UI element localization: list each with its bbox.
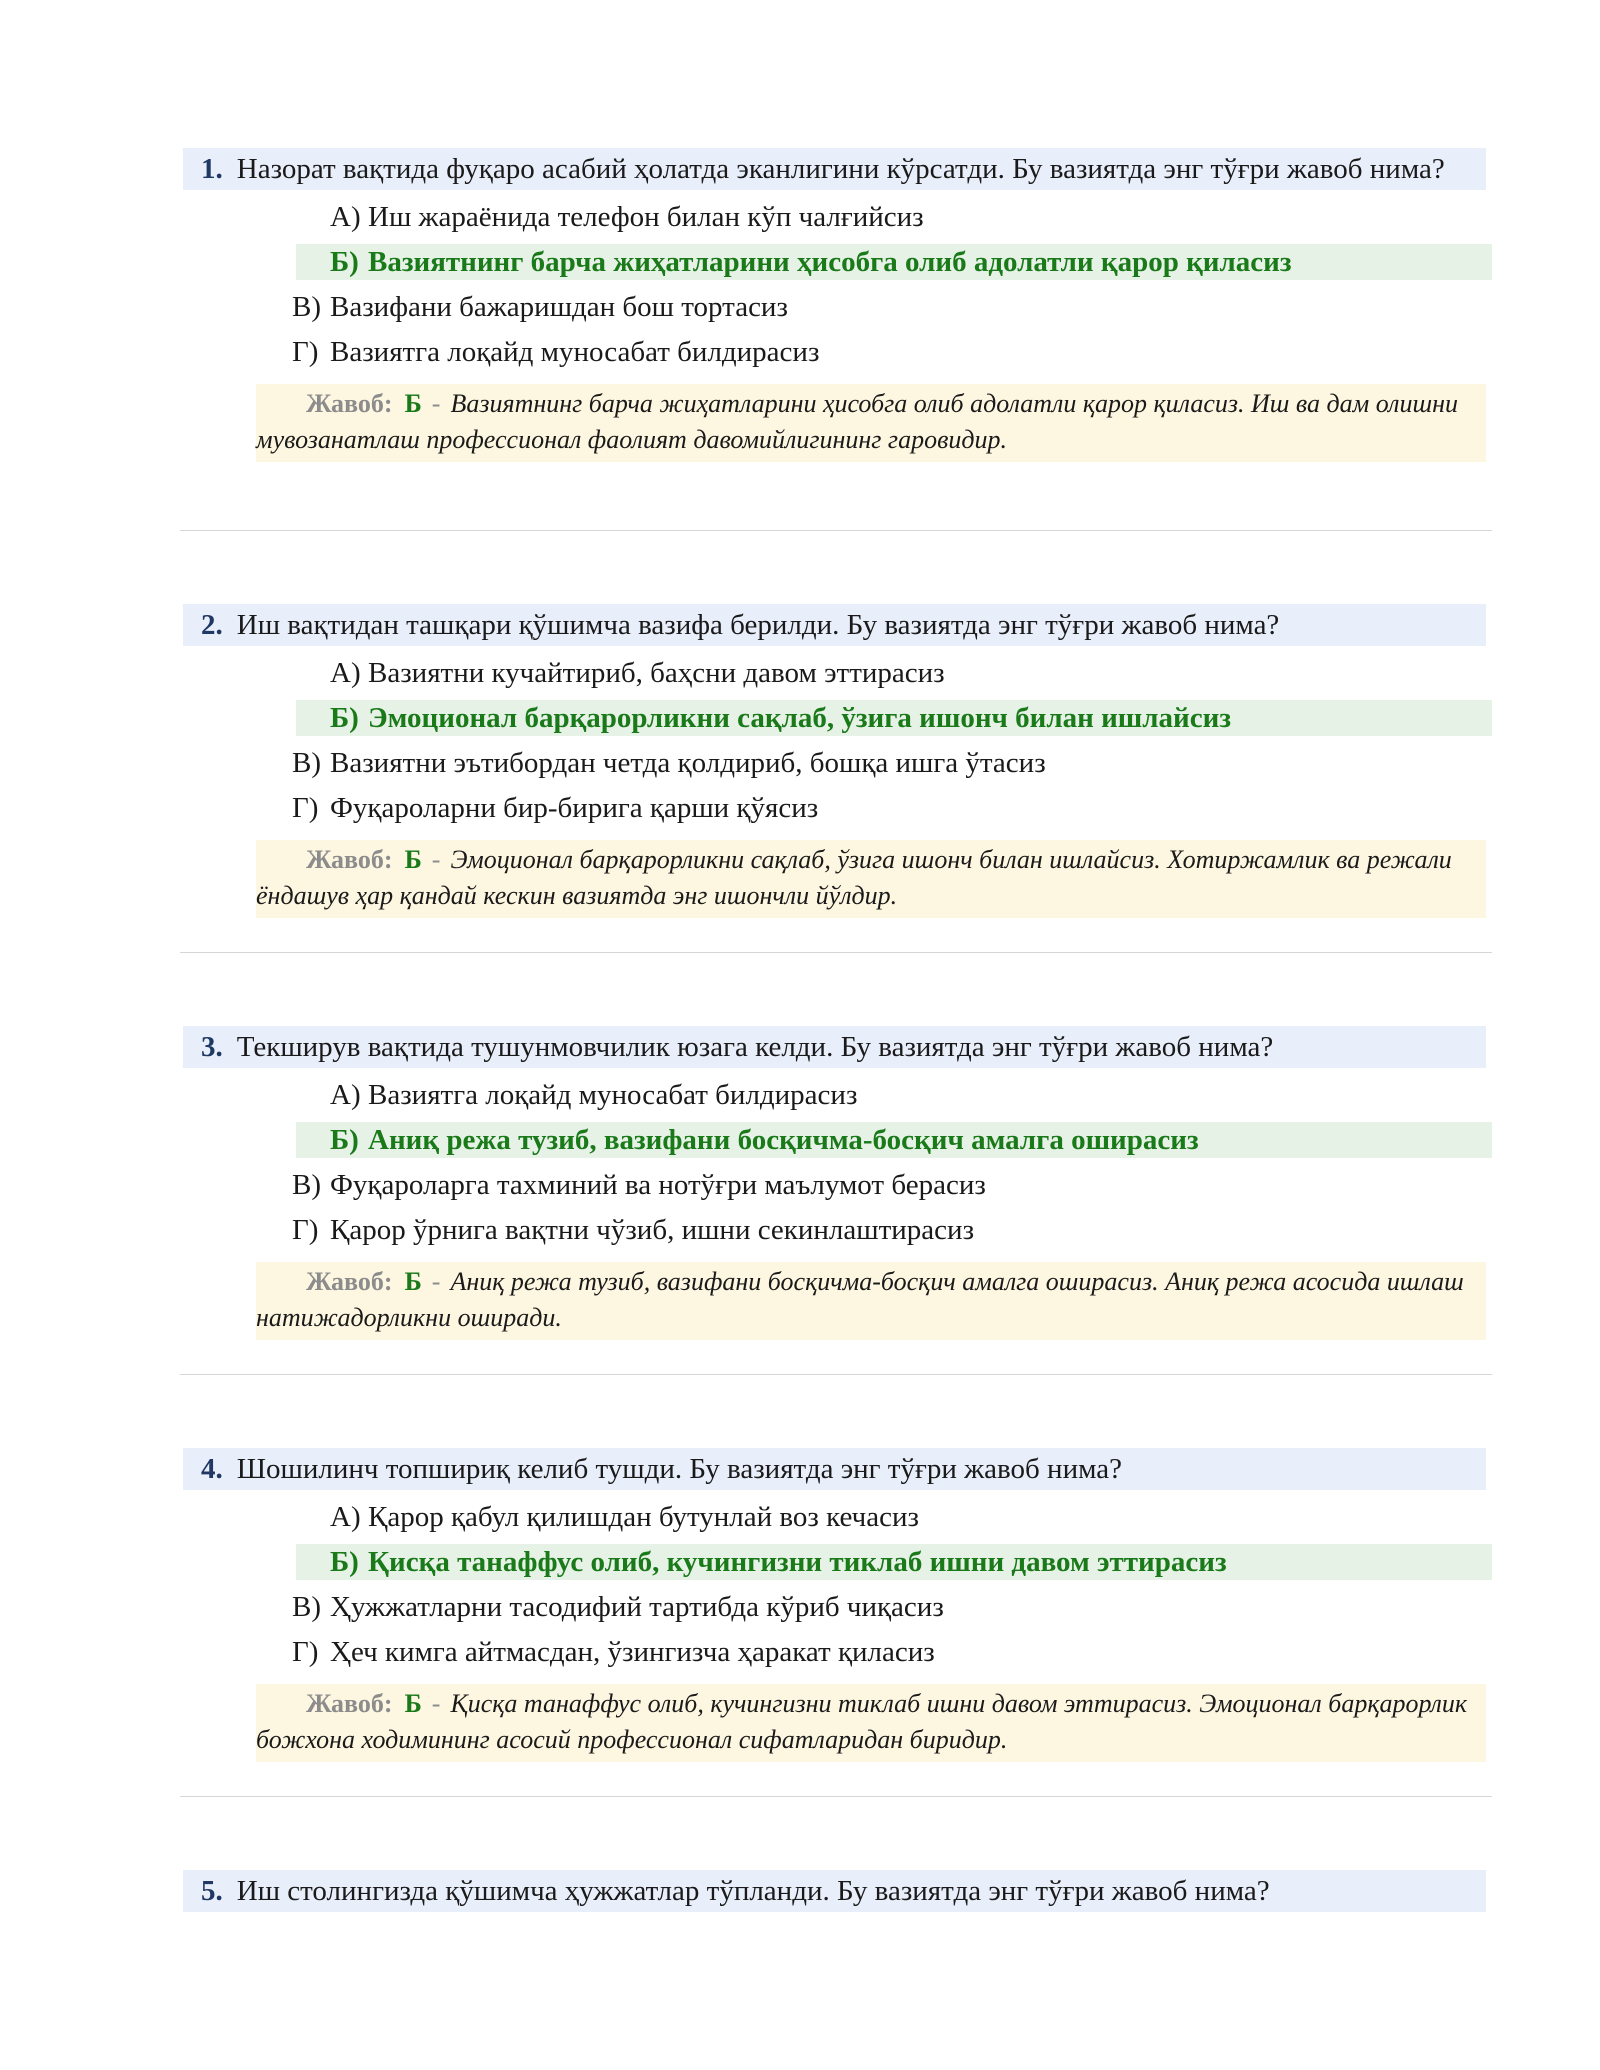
question-line <box>183 148 1486 190</box>
answer-text: Вазиятнинг барча жиҳатларини ҳисобга олиб адолатли қарор қиласиз. Иш ва дам олишни мувозанатлаш профессионал фаолият давомийлигининг гаровидир. <box>256 389 1458 454</box>
divider <box>180 952 1492 953</box>
option-d: Г) Қарор ўрнига вақтни чўзиб, ишни секинлаштирасиз <box>292 1214 975 1246</box>
option-b-correct: Б) Вазиятнинг барча жиҳатларини ҳисобга олиб адолатли қарор қиласиз <box>296 244 1492 280</box>
answer-text: Аниқ режа тузиб, вазифани босқичма-босқич амалга оширасиз. Аниқ режа асосида ишлаш натижадорликни оширади. <box>256 1267 1464 1332</box>
question-text: Шошилинч топшириқ келиб тушди. Бу вазиятда энг тўғри жавоб нима? <box>236 1453 1122 1485</box>
answer-letter: Б <box>404 1689 422 1718</box>
option-c: В) Фуқароларга тахминий ва нотўғри маълумот берасиз <box>292 1169 986 1201</box>
answer-label: Жавоб: <box>306 389 393 418</box>
question-line <box>183 604 1486 646</box>
answer-box: Жавоб: Б - Эмоционал барқарорликни сақлаб, ўзига ишонч билан ишлайсиз. Хотиржамлик ва режали ёндашув ҳар қандай кескин вазиятда энг ишончли йўлдир. <box>256 840 1486 918</box>
question-number: 4. <box>201 1453 223 1485</box>
option-d: Г) Вазиятга лоқайд муносабат билдирасиз <box>292 336 820 368</box>
question-5 <box>180 1870 1492 1912</box>
option-d: Г) Фуқароларни бир-бирига қарши қўясиз <box>292 792 819 824</box>
option-c: В) Вазифани бажаришдан бош тортасиз <box>292 291 788 323</box>
answer-letter: Б <box>404 389 422 418</box>
answer-text: Эмоционал барқарорликни сақлаб, ўзига ишонч билан ишлайсиз. Хотиржамлик ва режали ёндашув ҳар қандай кескин вазиятда энг ишончли йўлдир. <box>256 845 1452 910</box>
option-b-correct: Б) Аниқ режа тузиб, вазифани босқичма-босқич амалга оширасиз <box>296 1122 1492 1158</box>
option-b-correct: Б) Қисқа танаффус олиб, кучингизни тиклаб ишни давом эттирасиз <box>296 1544 1492 1580</box>
question-number: 1. <box>201 153 223 185</box>
question-1 <box>180 148 1492 462</box>
question-text: Назорат вақтида фуқаро асабий ҳолатда эканлигини кўрсатди. Бу вазиятда энг тўғри жавоб нима? <box>236 153 1445 185</box>
answer-label: Жавоб: <box>306 845 393 874</box>
question-2 <box>180 604 1492 918</box>
answer-box: Жавоб: Б - Вазиятнинг барча жиҳатларини ҳисобга олиб адолатли қарор қиласиз. Иш ва дам олишни мувозанатлаш профессионал фаолият давомийлигининг гаровидир. <box>256 384 1486 462</box>
option-a: А) Иш жараёнида телефон билан кўп чалғийсиз <box>330 201 924 233</box>
question-line <box>183 1448 1486 1490</box>
option-b-correct: Б) Эмоционал барқарорликни сақлаб, ўзига ишонч билан ишлайсиз <box>296 700 1492 736</box>
divider <box>180 1374 1492 1375</box>
divider <box>180 1796 1492 1797</box>
question-number: 5. <box>201 1875 223 1907</box>
question-line <box>183 1870 1486 1912</box>
question-4 <box>180 1448 1492 1762</box>
option-c: В) Вазиятни эътибордан четда қолдириб, бошқа ишга ўтасиз <box>292 747 1046 779</box>
question-number: 3. <box>201 1031 223 1063</box>
option-a: А) Вазиятни кучайтириб, баҳсни давом эттирасиз <box>330 657 945 689</box>
option-a: А) Қарор қабул қилишдан бутунлай воз кечасиз <box>330 1501 919 1533</box>
question-text: Иш вақтидан ташқари қўшимча вазифа берилди. Бу вазиятда энг тўғри жавоб нима? <box>236 609 1280 641</box>
answer-letter: Б <box>404 845 422 874</box>
question-text: Иш столингизда қўшимча ҳужжатлар тўпланди. Бу вазиятда энг тўғри жавоб нима? <box>236 1875 1270 1907</box>
option-c: В) Ҳужжатларни тасодифий тартибда кўриб чиқасиз <box>292 1591 944 1623</box>
answer-box: Жавоб: Б - Аниқ режа тузиб, вазифани босқичма-босқич амалга оширасиз. Аниқ режа асосида ишлаш натижадорликни оширади. <box>256 1262 1486 1340</box>
question-3 <box>180 1026 1492 1340</box>
answer-text: Қисқа танаффус олиб, кучингизни тиклаб ишни давом эттирасиз. Эмоционал барқарорлик божхона ходимининг асосий профессионал сифатларидан биридир. <box>256 1689 1468 1754</box>
answer-label: Жавоб: <box>306 1689 393 1718</box>
option-d: Г) Ҳеч кимга айтмасдан, ўзингизча ҳаракат қиласиз <box>292 1636 935 1668</box>
question-number: 2. <box>201 609 223 641</box>
answer-box: Жавоб: Б - Қисқа танаффус олиб, кучингизни тиклаб ишни давом эттирасиз. Эмоционал барқарорлик божхона ходимининг асосий профессионал сифатларидан биридир. <box>256 1684 1486 1762</box>
answer-letter: Б <box>404 1267 422 1296</box>
question-text: Текширув вақтида тушунмовчилик юзага келди. Бу вазиятда энг тўғри жавоб нима? <box>236 1031 1274 1063</box>
answer-label: Жавоб: <box>306 1267 393 1296</box>
option-a: А) Вазиятга лоқайд муносабат билдирасиз <box>330 1079 858 1111</box>
question-line <box>183 1026 1486 1068</box>
divider <box>180 530 1492 531</box>
